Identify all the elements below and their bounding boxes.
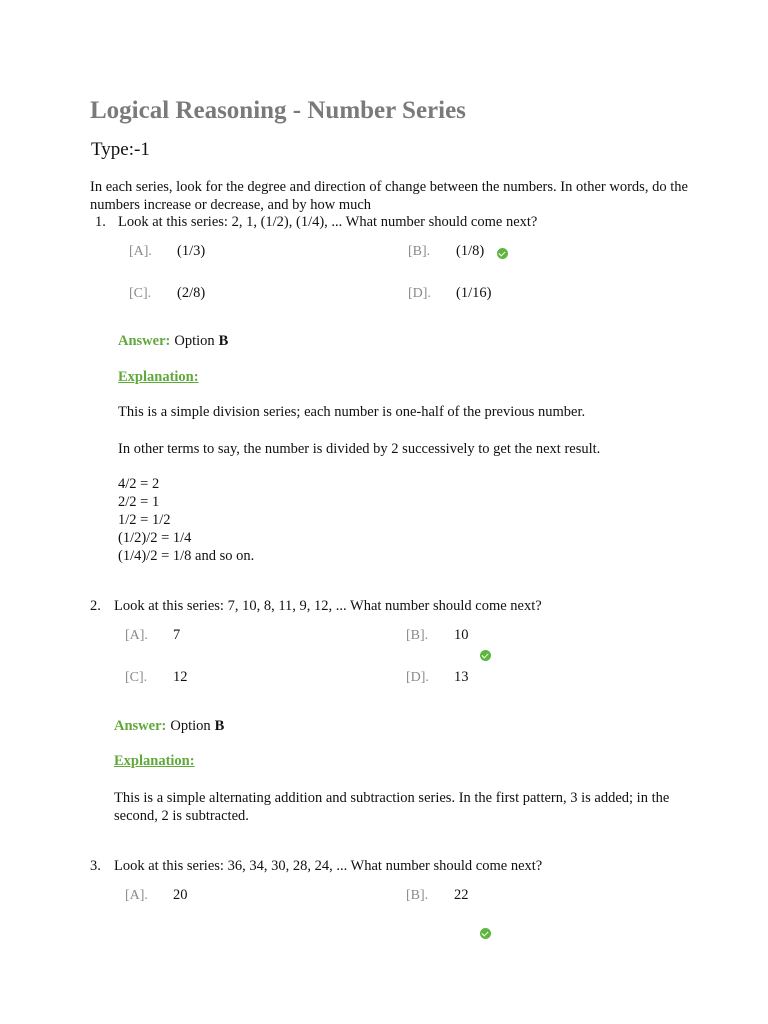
question-text: Look at this series: 2, 1, (1/2), (1/4), ... What number should come next? bbox=[118, 214, 538, 230]
option-c-value[interactable]: (2/8) bbox=[177, 285, 206, 301]
answer-label: Answer: bbox=[114, 718, 167, 734]
answer-option-word: Option bbox=[170, 718, 211, 734]
option-c-value[interactable]: 12 bbox=[173, 669, 188, 685]
answer-letter: B bbox=[218, 333, 229, 349]
answer-line bbox=[118, 332, 228, 350]
option-a-value[interactable]: 7 bbox=[173, 627, 181, 643]
math-steps bbox=[118, 475, 254, 565]
option-d-value[interactable]: 13 bbox=[454, 669, 469, 685]
option-d-label: [D]. bbox=[406, 670, 429, 685]
option-b-value[interactable]: 10 bbox=[454, 627, 469, 643]
correct-check-icon bbox=[480, 928, 491, 939]
math-line: (1/4)/2 = 1/8 and so on. bbox=[118, 548, 255, 564]
option-a-value[interactable]: 20 bbox=[173, 887, 188, 903]
question-text: Look at this series: 7, 10, 8, 11, 9, 12, ... What number should come next? bbox=[114, 598, 542, 614]
option-a-label: [A]. bbox=[125, 888, 148, 903]
explanation-text: This is a simple alternating addition and subtraction series. In the first pattern, 3 is added; in the second, 2 is subtracted. bbox=[114, 790, 670, 824]
option-b-label: [B]. bbox=[406, 628, 429, 643]
intro-paragraph: In each series, look for the degree and direction of change between the numbers. In other words, do the numbers increase or decrease, and by how much bbox=[90, 179, 688, 213]
question-number: 2. bbox=[90, 598, 101, 614]
option-b-value[interactable]: (1/8) bbox=[456, 243, 485, 259]
answer-line bbox=[114, 717, 224, 735]
question-text: Look at this series: 36, 34, 30, 28, 24, ... What number should come next? bbox=[114, 858, 543, 874]
option-d-value[interactable]: (1/16) bbox=[456, 285, 492, 301]
math-line: 2/2 = 1 bbox=[118, 494, 160, 510]
option-a-label: [A]. bbox=[129, 244, 152, 259]
correct-check-icon bbox=[480, 650, 491, 661]
explanation-label: Explanation: bbox=[114, 753, 195, 769]
explanation-text: In other terms to say, the number is divided by 2 successively to get the next result. bbox=[118, 441, 601, 457]
option-a-label: [A]. bbox=[125, 628, 148, 643]
type-heading: Type:-1 bbox=[91, 139, 150, 160]
question-number: 3. bbox=[90, 858, 101, 874]
option-d-label: [D]. bbox=[408, 286, 431, 301]
option-b-label: [B]. bbox=[408, 244, 431, 259]
option-b-label: [B]. bbox=[406, 888, 429, 903]
explanation-label: Explanation: bbox=[118, 369, 199, 385]
math-line: 4/2 = 2 bbox=[118, 476, 160, 492]
answer-letter: B bbox=[214, 718, 225, 734]
answer-option-word: Option bbox=[174, 333, 215, 349]
option-c-label: [C]. bbox=[125, 670, 148, 685]
correct-check-icon bbox=[497, 248, 508, 259]
option-b-value[interactable]: 22 bbox=[454, 887, 469, 903]
math-line: 1/2 = 1/2 bbox=[118, 512, 171, 528]
question-number: 1. bbox=[95, 214, 106, 230]
answer-label: Answer: bbox=[118, 333, 171, 349]
math-line: (1/2)/2 = 1/4 bbox=[118, 530, 192, 546]
option-c-label: [C]. bbox=[129, 286, 152, 301]
explanation-text: This is a simple division series; each number is one-half of the previous number. bbox=[118, 404, 586, 420]
option-a-value[interactable]: (1/3) bbox=[177, 243, 206, 259]
page-title: Logical Reasoning - Number Series bbox=[90, 97, 466, 124]
